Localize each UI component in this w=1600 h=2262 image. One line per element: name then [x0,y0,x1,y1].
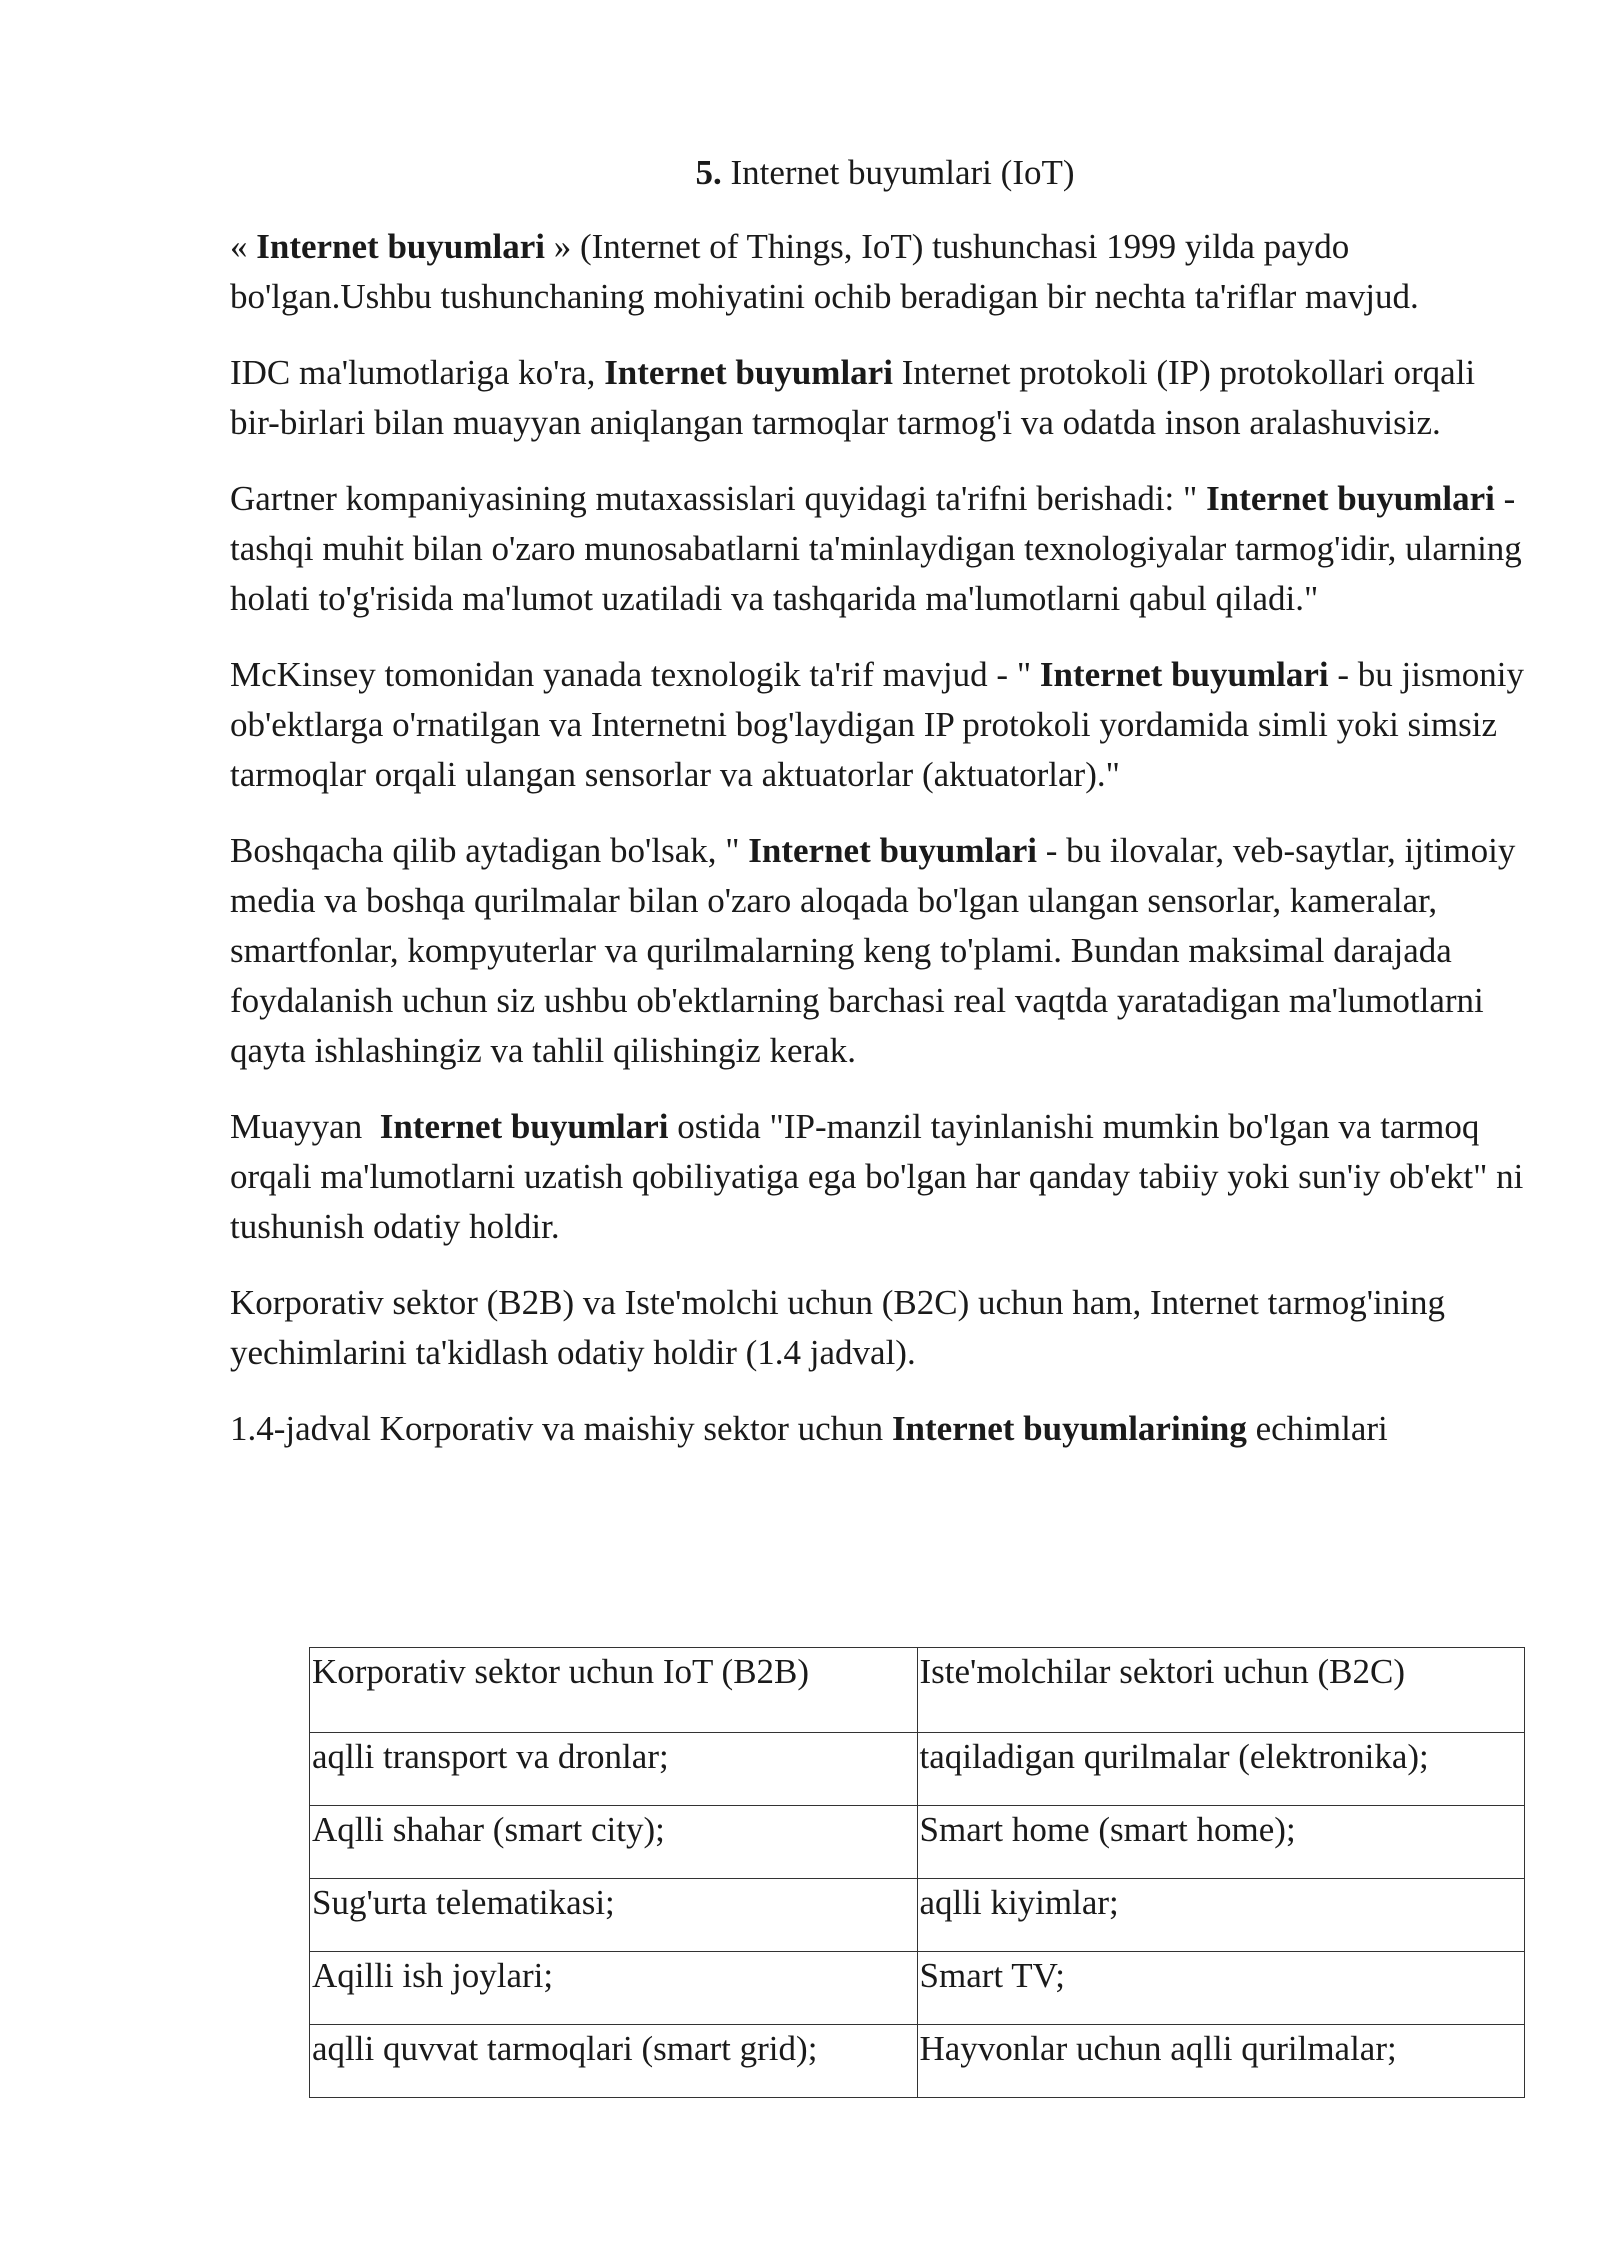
paragraph-intro [230,222,1530,322]
section-title [230,148,1540,198]
table-row [310,1879,1525,1952]
table-cell: Hayvonlar uchun aqlli qurilmalar; [917,2025,1525,2098]
paragraph-sectors [230,1278,1530,1378]
caption-text: 1.4-jadval Korporativ va maishiy sektor uchun [230,1409,892,1448]
table-row [310,1733,1525,1806]
table-header-b2c: Iste'molchilar sektori uchun (B2C) [917,1648,1525,1733]
bold-term: Internet buyumlarining [891,1409,1247,1448]
table-cell: aqlli transport va dronlar; [310,1733,918,1806]
iot-sectors-table [309,1647,1525,2098]
paragraph-text: Muayyan [230,1107,380,1146]
table-cell: Smart home (smart home); [917,1806,1525,1879]
table-cell: taqiladigan qurilmalar (elektronika); [917,1733,1525,1806]
section-title-text: Internet buyumlari (IoT) [721,153,1075,192]
table-row [310,1806,1525,1879]
paragraph-text: - tashqi muhit bilan o'zaro munosabatlarni ta'minlaydigan texnologiyalar tarmog'idir, ularning holati to'g'risida ma'lumot uzatiladi va tashqarida ma'lumotlarni qabul qiladi." [230,479,1522,618]
bold-term: Internet buyumlari [379,1107,669,1146]
table-row [310,1952,1525,2025]
table-row [310,2025,1525,2098]
paragraph-text: IDC ma'lumotlariga ko'ra, [230,353,605,392]
table-header-row [310,1648,1525,1733]
paragraph-mckinsey [230,650,1530,800]
table-cell: aqlli kiyimlar; [917,1879,1525,1952]
paragraph-text: - bu jismoniy ob'ektlarga o'rnatilgan va Internetni bog'laydigan IP protokoli yordamida simli yoki simsiz tarmoqlar orqali ulangan sensorlar va aktuatorlar (aktuatorlar)." [230,655,1525,794]
bold-term: Internet buyumlari [604,353,893,392]
paragraph-text: Internet protokoli (IP) protokollari orqali bir-birlari bilan muayyan aniqlangan tarmoqlar tarmog'i va odatda inson aralashuvisiz. [230,353,1476,442]
paragraph-text: « [230,227,257,266]
paragraph-idc [230,348,1530,448]
bold-term: Internet buyumlari [256,227,545,266]
paragraph-gartner [230,474,1530,624]
bold-term: Internet buyumlari [1206,479,1495,518]
bold-term: Internet buyumlari [748,831,1038,870]
paragraph-text: Korporativ sektor (B2B) va Iste'molchi uchun (B2C) uchun ham, Internet tarmog'ining yechimlarini ta'kidlash odatiy holdir (1.4 jadval). [230,1283,1445,1372]
bold-term: Internet buyumlari [1039,655,1329,694]
table-cell: Sug'urta telematikasi; [310,1879,918,1952]
paragraph-other-words [230,826,1530,1076]
table-cell: aqlli quvvat tarmoqlari (smart grid); [310,2025,918,2098]
paragraph-text: Boshqacha qilib aytadigan bo'lsak, " [230,831,749,870]
table-cell: Aqilli ish joylari; [310,1952,918,2025]
paragraph-text: - bu ilovalar, veb-saytlar, ijtimoiy media va boshqa qurilmalar bilan o'zaro aloqada bo'lgan ulangan sensorlar, kameralar, smartfonlar, kompyuterlar va qurilmalarning keng to'plami. Bundan maksimal darajada foydalanish uchun siz ushbu ob'ektlarning barchasi real vaqtda yaratadigan ma'lumotlarni qayta ishlashingiz va tahlil qilishingiz kerak. [230,831,1516,1070]
paragraph-text: » (Internet of Things, IoT) tushunchasi 1999 yilda paydo bo'lgan.Ushbu tushunchaning mohiyatini ochib beradigan bir nechta ta'riflar mavjud. [230,227,1419,316]
paragraph-specific [230,1102,1530,1252]
table-header-b2b: Korporativ sektor uchun IoT (B2B) [310,1648,918,1733]
paragraph-text: McKinsey tomonidan yanada texnologik ta'rif mavjud - " [230,655,1040,694]
document-page [230,148,1530,1468]
caption-text: echimlari [1246,1409,1388,1448]
paragraph-text: Gartner kompaniyasining mutaxassislari quyidagi ta'rifni berishadi: " [230,479,1207,518]
table-cell: Aqlli shahar (smart city); [310,1806,918,1879]
table-caption [230,1404,1530,1454]
paragraph-text: ostida "IP-manzil tayinlanishi mumkin bo'lgan va tarmoq orqali ma'lumotlarni uzatish qobiliyatiga ega bo'lgan har qanday tabiiy yoki sun'iy ob'ekt" ni tushunish odatiy holdir. [230,1107,1524,1246]
section-number: 5. [695,153,722,192]
table-cell: Smart TV; [917,1952,1525,2025]
